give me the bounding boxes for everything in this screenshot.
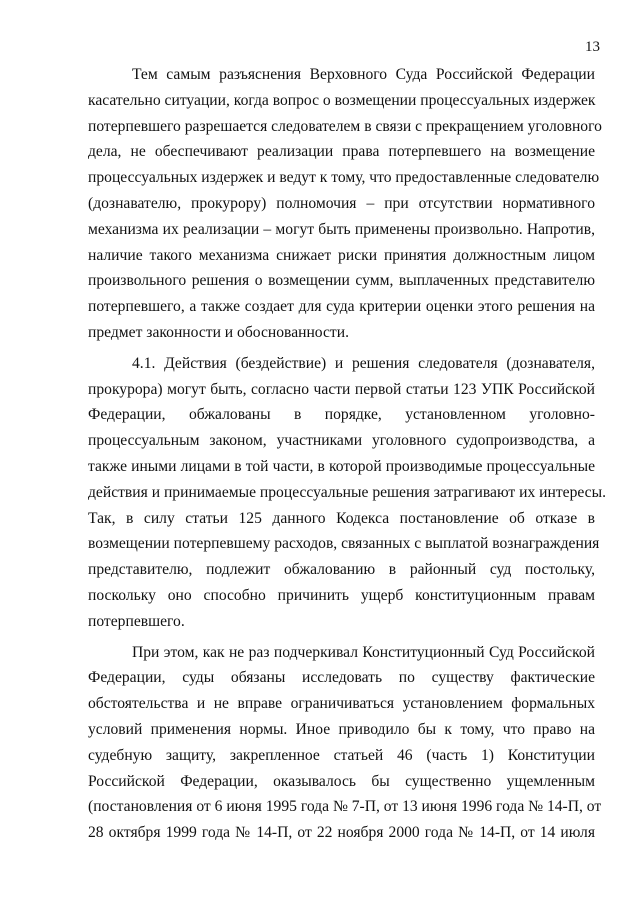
text-line: прокурора) могут быть, согласно части первой статьи 123 УПК Российской bbox=[88, 380, 595, 398]
text-line: дела, не обеспечивают реализации права потерпевшего на возмещение bbox=[88, 143, 595, 161]
text-line: (дознавателю, прокурору) полномочия – при отсутствии нормативного bbox=[88, 194, 595, 212]
text-line: потерпевшего. bbox=[88, 612, 185, 630]
text-line: условий применения нормы. Иное приводило бы к тому, что право на bbox=[88, 720, 595, 738]
text-line: процессуальных издержек и ведут к тому, что предоставленные следователю bbox=[88, 169, 600, 187]
text-line: Так, в силу статьи 125 данного Кодекса постановление об отказе в bbox=[88, 509, 595, 527]
paragraph-3 bbox=[88, 640, 602, 846]
text-line: предмет законности и обоснованности. bbox=[88, 323, 349, 341]
text-line: касательно ситуации, когда вопрос о возмещении процессуальных издержек bbox=[88, 91, 596, 109]
paragraph-2 bbox=[88, 351, 606, 635]
text-line: произвольного решения о возмещении сумм, выплаченных представителю bbox=[88, 272, 595, 290]
text-line: судебную защиту, закрепленное статьей 46 (часть 1) Конституции bbox=[88, 746, 595, 764]
text-line: потерпевшего, а также создает для суда критерии оценки этого решения на bbox=[88, 298, 595, 316]
page-number: 13 bbox=[585, 39, 600, 55]
text-line: (постановления от 6 июня 1995 года № 7-П, от 13 июня 1996 года № 14-П, от bbox=[88, 798, 602, 816]
text-line: возмещении потерпевшему расходов, связанных с выплатой вознаграждения bbox=[88, 535, 600, 553]
text-line: Российской Федерации, оказывалось бы существенно ущемленным bbox=[88, 772, 595, 790]
text-line: механизма их реализации – могут быть применены произвольно. Напротив, bbox=[88, 220, 595, 238]
text-line: Тем самым разъяснения Верховного Суда Российской Федерации bbox=[132, 66, 595, 83]
text-line: 28 октября 1999 года № 14-П, от 22 ноября 2000 года № 14-П, от 14 июля bbox=[88, 824, 595, 842]
text-line: 4.1. Действия (бездействие) и решения следователя (дознавателя, bbox=[132, 354, 595, 372]
text-line: действия и принимаемые процессуальные решения затрагивают их интересы. bbox=[88, 483, 606, 501]
text-line: наличие такого механизма снижает риски принятия должностным лицом bbox=[88, 246, 595, 264]
text-line: также иными лицами в той части, в которой производимые процессуальные bbox=[88, 457, 595, 475]
text-line: поскольку оно способно причинить ущерб конституционным правам bbox=[88, 586, 595, 604]
text-line: обстоятельства и не вправе ограничиваться установлением формальных bbox=[88, 695, 595, 713]
text-line: Федерации, суды обязаны исследовать по существу фактические bbox=[88, 669, 595, 687]
document-body bbox=[88, 62, 606, 846]
text-line: При этом, как не раз подчеркивал Конституционный Суд Российской bbox=[132, 643, 595, 661]
text-line: процессуальным законом, участниками уголовного судопроизводства, а bbox=[88, 432, 595, 450]
text-line: Федерации, обжалованы в порядке, установленном уголовно- bbox=[88, 406, 595, 424]
text-line: представителю, подлежит обжалованию в районный суд постольку, bbox=[88, 561, 595, 579]
text-line: потерпевшего разрешается следователем в связи с прекращением уголовного bbox=[88, 117, 602, 135]
paragraph-1 bbox=[88, 62, 602, 346]
